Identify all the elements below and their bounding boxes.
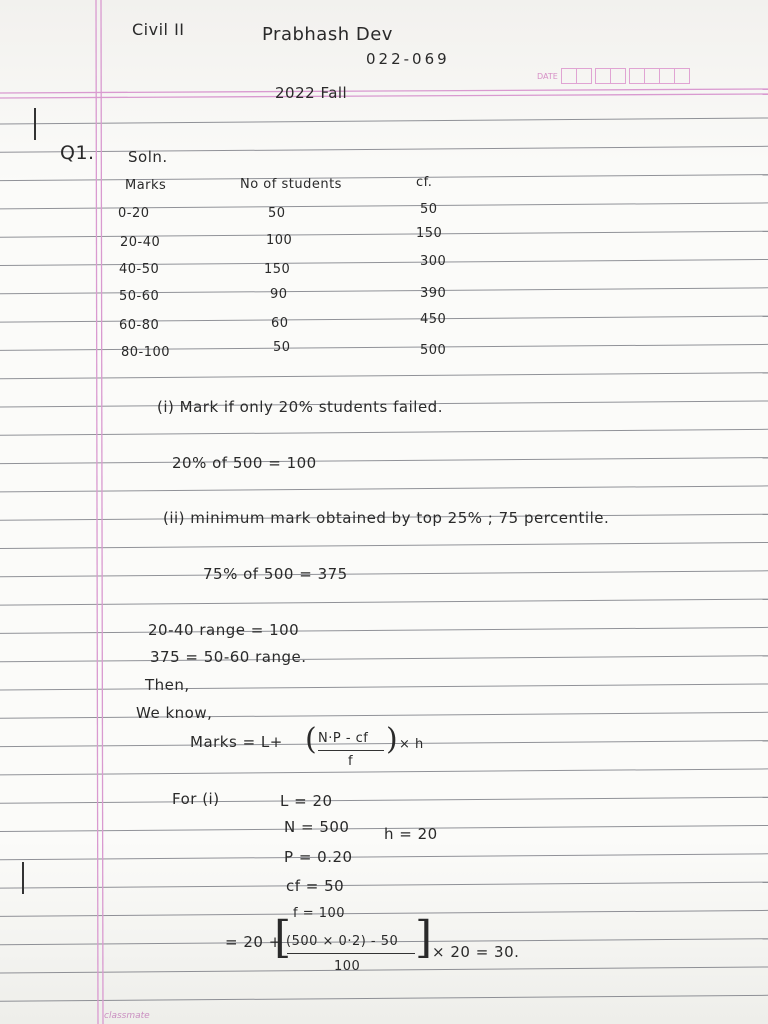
formula-paren-open: ( <box>305 722 317 757</box>
table-cell: 50 <box>268 206 286 221</box>
value-cf: cf = 50 <box>286 877 345 895</box>
roll-number: 022-069 <box>366 50 450 68</box>
part-ii-calculation: 75% of 500 = 375 <box>203 565 348 583</box>
ruled-line <box>0 429 768 435</box>
ruled-line <box>0 203 768 209</box>
table-cell: 300 <box>420 254 447 269</box>
final-tail: × 20 = 30. <box>432 943 520 961</box>
table-cell: 40-50 <box>119 262 160 277</box>
student-name: Prabhash Dev <box>262 24 393 45</box>
ruled-line <box>0 882 768 888</box>
table-cell: 150 <box>416 226 443 241</box>
header-line-2 <box>0 94 768 98</box>
table-header-students: No of students <box>240 177 342 192</box>
ruled-line <box>0 146 768 152</box>
ruled-line <box>0 712 768 718</box>
value-f: f = 100 <box>293 906 346 921</box>
ruled-line <box>0 458 768 464</box>
brand-watermark: classmate <box>104 1011 150 1021</box>
table-header-marks: Marks <box>125 178 167 193</box>
value-P: P = 0.20 <box>284 848 353 866</box>
table-cell: 90 <box>270 287 288 302</box>
ruled-line <box>0 288 768 294</box>
formula-paren-close: ) <box>386 722 398 757</box>
part-i-calculation: 20% of 500 = 100 <box>172 454 317 472</box>
ruled-line <box>0 599 768 605</box>
part-i-heading: (i) Mark if only 20% students failed. <box>157 398 443 416</box>
ruled-line <box>0 910 768 916</box>
table-cell: 50 <box>273 340 291 355</box>
table-cell: 150 <box>264 262 291 277</box>
table-cell: 0-20 <box>118 206 150 221</box>
table-cell: 60-80 <box>119 318 160 333</box>
table-header-cf: cf. <box>416 175 433 190</box>
final-fraction-bar <box>287 953 415 954</box>
for-i-label: For (i) <box>172 790 220 808</box>
solution-label: Soln. <box>128 148 168 166</box>
we-know-label: We know, <box>136 704 213 722</box>
value-L: L = 20 <box>280 792 333 810</box>
pen-mark <box>34 108 36 140</box>
final-denominator: 100 <box>334 959 361 974</box>
formula-numerator: N·P - cf <box>318 731 369 746</box>
formula-denominator: f <box>348 754 354 769</box>
table-cell: 450 <box>420 312 447 327</box>
ruled-line <box>0 995 768 1001</box>
table-cell: 50-60 <box>119 289 160 304</box>
ruled-line <box>0 627 768 633</box>
table-cell: 50 <box>420 202 438 217</box>
ruled-line <box>0 543 768 549</box>
ruled-line <box>0 797 768 803</box>
value-h: h = 20 <box>384 825 438 843</box>
ruled-line <box>0 571 768 577</box>
ruled-line <box>0 656 768 662</box>
table-cell: 500 <box>420 343 447 358</box>
final-numerator: (500 × 0·2) - 50 <box>286 934 399 949</box>
final-prefix: = 20 + <box>225 933 282 951</box>
ruled-line <box>0 854 768 860</box>
subject-label: Civil II <box>132 20 185 39</box>
ruled-line <box>0 344 768 350</box>
table-cell: 60 <box>271 316 289 331</box>
final-bracket-open: [ <box>274 912 292 963</box>
formula-tail: × h <box>399 737 424 752</box>
ruled-line <box>0 373 768 379</box>
ruled-line <box>0 231 768 237</box>
final-bracket-close: ] <box>415 912 433 963</box>
session-label: 2022 Fall <box>275 84 348 102</box>
value-N: N = 500 <box>284 818 350 836</box>
header-line-1 <box>0 89 768 93</box>
then-label: Then, <box>145 676 190 694</box>
date-label: DATE <box>537 71 558 81</box>
range-line-1: 20-40 range = 100 <box>148 621 300 639</box>
table-cell: 80-100 <box>121 345 171 360</box>
pen-mark <box>22 862 24 894</box>
ruled-line <box>0 967 768 973</box>
ruled-line <box>0 769 768 775</box>
table-cell: 20-40 <box>120 235 161 250</box>
ruled-line <box>0 684 768 690</box>
ruled-line <box>0 175 768 181</box>
margin-line-left <box>96 0 98 1024</box>
date-box <box>537 68 689 84</box>
ruled-line <box>0 260 768 266</box>
ruled-line <box>0 316 768 322</box>
table-cell: 390 <box>420 286 447 301</box>
ruled-line <box>0 741 768 747</box>
ruled-line <box>0 486 768 492</box>
margin-line-left-inner <box>101 0 103 1024</box>
range-line-2: 375 = 50-60 range. <box>150 648 307 666</box>
ruled-line <box>0 118 768 124</box>
question-number: Q1. <box>60 142 95 164</box>
part-ii-heading: (ii) minimum mark obtained by top 25% ; 75 percentile. <box>163 509 610 527</box>
formula-lhs: Marks = L+ <box>190 733 283 751</box>
formula-fraction-bar <box>318 750 384 751</box>
table-cell: 100 <box>266 233 293 248</box>
